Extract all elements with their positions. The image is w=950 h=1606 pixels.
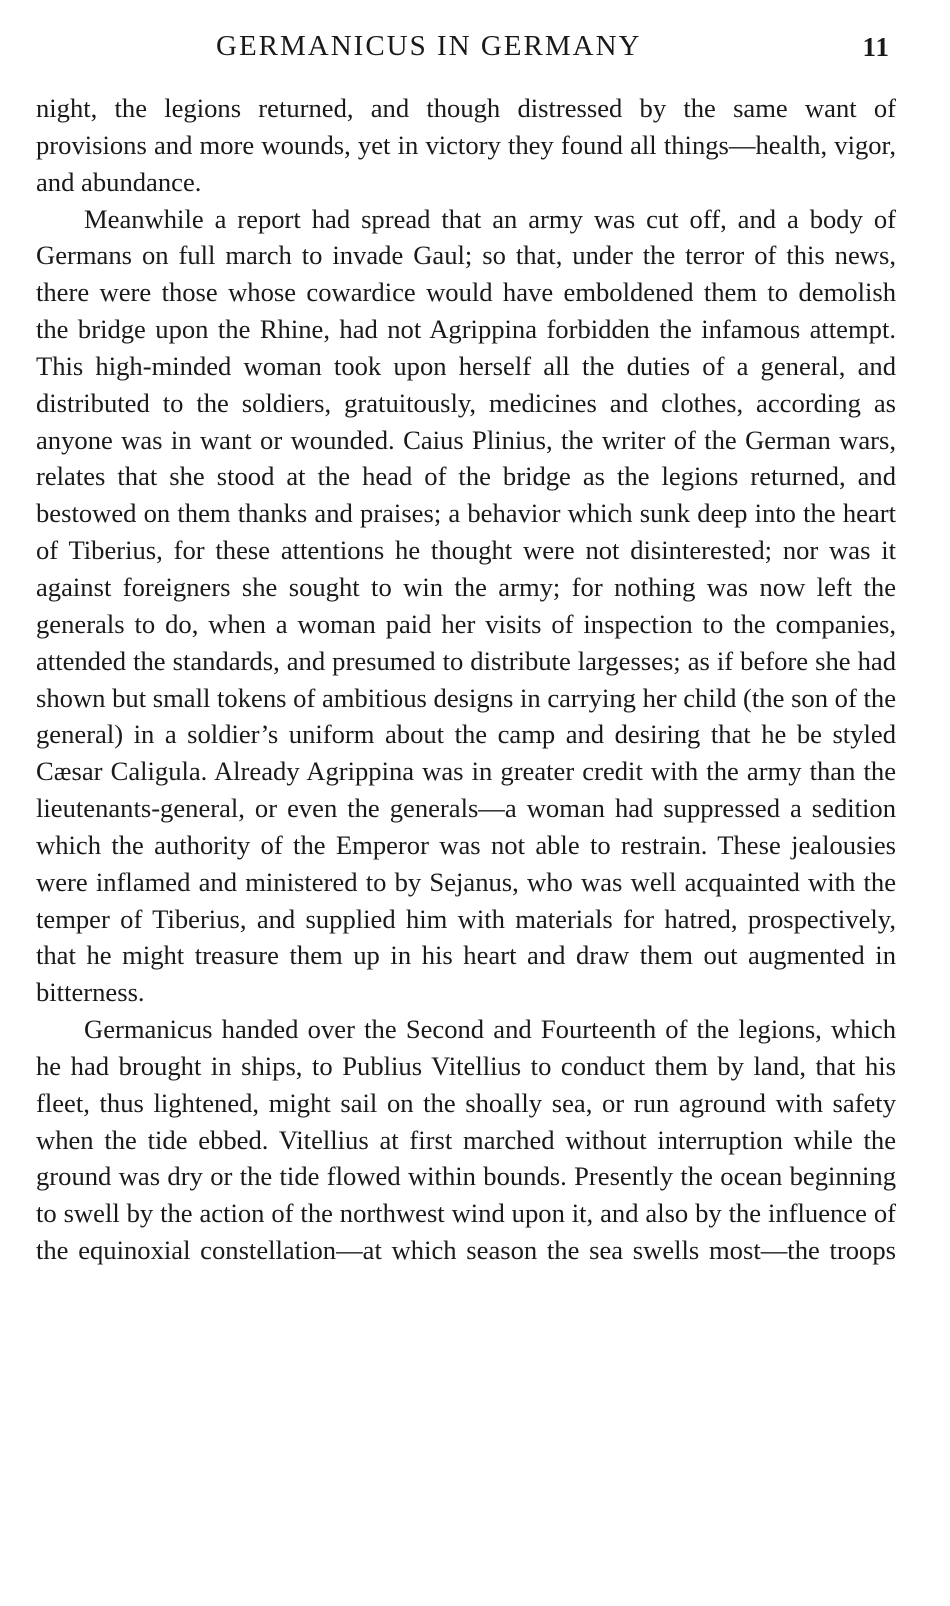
running-head <box>36 24 896 72</box>
running-title: GERMANICUS IN GERMANY <box>216 30 642 62</box>
paragraph-agrippina: Meanwhile a report had spread that an army was cut off, and a body of Germans on full march to invade Gaul; so that, under the terror of this news, there were those whose cowardice would have emboldened them to demolish the bridge upon the Rhine, had not Agrippina forbidden the infamous attempt. This high-minded woman took upon herself all the duties of a general, and distributed to the soldiers, gratuitously, medicines and clothes, according as anyone was in want or wounded. Caius Plinius, the writer of the German wars, relates that she stood at the head of the bridge as the legions returned, and bestowed on them thanks and praises; a behavior which sunk deep into the heart of Tiberius, for these attentions he thought were not disinterested; nor was it against foreigners she sought to win the army; for nothing was now left the generals to do, when a woman paid her visits of inspection to the companies, attended the standards, and presumed to distribute largesses; as if before she had shown but small tokens of ambitious designs in carrying her child (the son of the general) in a soldier’s uniform about the camp and desiring that he be styled Cæsar Caligula. Already Agrippina was in greater credit with the army than the lieutenants-general, or even the generals—a woman had suppressed a sedition which the authority of the Emperor was not able to restrain. These jealousies were inflamed and ministered to by Sejanus, who was well acquainted with the temper of Tiberius, and supplied him with materials for hatred, prospectively, that he might treasure them up in his heart and draw them out augmented in bitterness. <box>36 203 896 1008</box>
book-page <box>36 0 896 1606</box>
page-number: 11 <box>862 32 890 62</box>
paragraph-continued: night, the legions returned, and though distressed by the same want of provisions and more wounds, yet in victory they found all things—health, vigor, and abundance. <box>36 93 896 197</box>
body-text <box>36 90 896 1269</box>
paragraph-vitellius: Germanicus handed over the Second and Fourteenth of the legions, which he had brought in ships, to Publius Vitellius to conduct them by land, that his fleet, thus lightened, might sail on the shoally sea, or run aground with safety when the tide ebbed. Vitellius at first marched without interruption while the ground was dry or the tide flowed within bounds. Presently the ocean beginning to swell by the action of the northwest wind upon it, and also by the influence of the equinoxial constellation—at which season the sea swells most—the troops <box>36 1014 896 1266</box>
